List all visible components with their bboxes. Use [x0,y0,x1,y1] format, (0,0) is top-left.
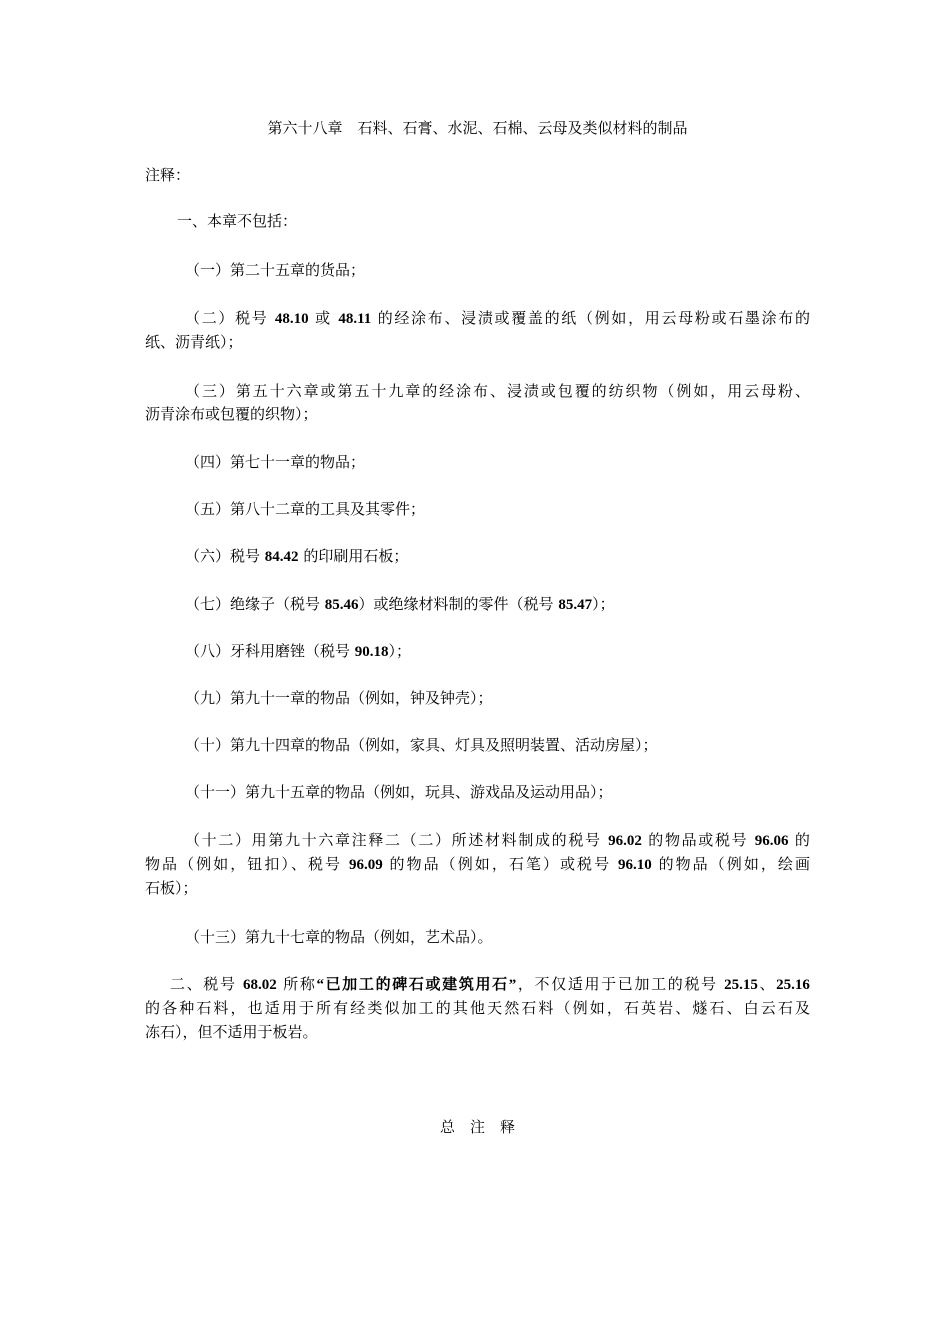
note1-item-3: （三）第五十六章或第五十九章的经涂布、浸渍或包覆的纺织物（例如，用云母粉、 [185,382,810,400]
chapter-title: 第六十八章 石料、石膏、水泥、石棉、云母及类似材料的制品 [267,119,688,137]
note1-item-8: （八）牙科用磨锉（税号 90.18）； [185,642,412,660]
note2-paragraph: 二、税号 68.02 所称“已加工的碑石或建筑用石”，不仅适用于已加工的税号 25.15、25.16 [170,975,810,993]
note1-item-12-cont: 物品（例如，钮扣）、税号 96.09 的物品（例如，石笔）或税号 96.10 的物品（例如，绘画 [145,855,810,873]
general-notes-title: 总 注 释 [439,1118,515,1136]
note1-heading: 一、本章不包括： [177,212,298,230]
note1-item-12-cont2: 石板）； [145,879,198,897]
note1-item-5: （五）第八十二章的工具及其零件； [185,500,426,518]
note1-item-9: （九）第九十一章的物品（例如，钟及钟壳）； [185,689,493,707]
notes-label: 注释： [145,166,191,184]
note2-paragraph-cont: 的各种石料，也适用于所有经类似加工的其他天然石料（例如，石英岩、燧石、白云石及 [145,999,810,1017]
note1-item-3-cont: 沥青涂布或包覆的织物）； [145,405,318,423]
note1-item-12: （十二）用第九十六章注释二（二）所述材料制成的税号 96.02 的物品或税号 96.06 的 [185,831,810,849]
note1-item-7: （七）绝缘子（税号 85.46）或绝缘材料制的零件（税号 85.47）； [185,595,615,613]
note1-item-1: （一）第二十五章的货品； [185,261,366,279]
note1-item-4: （四）第七十一章的物品； [185,453,366,471]
note1-item-2: （二）税号 48.10 或 48.11 的经涂布、浸渍或覆盖的纸（例如，用云母粉或石墨涂布的 [185,309,810,327]
note2-paragraph-cont2: 冻石），但不适用于板岩。 [145,1023,318,1041]
note1-item-11: （十一）第九十五章的物品（例如，玩具、游戏品及运动用品）； [185,783,613,801]
note1-item-2-cont: 纸、沥青纸）； [145,333,243,351]
note1-item-10: （十）第九十四章的物品（例如，家具、灯具及照明装置、活动房屋）； [185,736,658,754]
note1-item-13: （十三）第九十七章的物品（例如，艺术品）。 [185,928,493,946]
note1-item-6: （六）税号 84.42 的印刷用石板； [185,547,409,565]
